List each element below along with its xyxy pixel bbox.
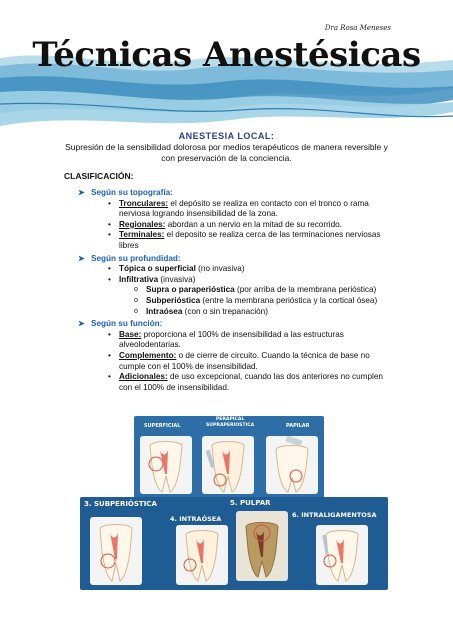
group-funcion — [78, 319, 398, 330]
label-intraosea: 4. INTRAÓSEA — [170, 515, 222, 523]
group-title: Según su topografía: — [91, 188, 173, 197]
tooth-card — [236, 511, 288, 581]
label-papilar: PAPILAR — [286, 423, 310, 429]
list-item — [78, 372, 398, 393]
sub-list-item — [78, 296, 398, 307]
section-heading: ANESTESIA LOCAL: — [178, 131, 275, 141]
item-desc: o de cierre de circuito. Cuando la técnica de base no cumple con el 100% de insensibilidad. — [119, 350, 370, 371]
bullet-icon: • — [108, 264, 111, 274]
label-pulpar: 5. PULPAR — [230, 499, 271, 507]
item-term: Infiltrativa — [119, 274, 159, 284]
item-desc: el deposito se realiza cerca de las terminaciones nerviosas libres — [119, 230, 381, 250]
item-term: Base: — [119, 329, 142, 339]
label-intraligamentosa: 6. INTRALIGAMENTOSA — [292, 511, 377, 519]
item-term: Supra o paraperióstica — [146, 285, 235, 295]
label-perapical: PERAPICAL SUPRAPERIOSTICA — [206, 417, 255, 428]
classification-list — [78, 186, 398, 393]
label-superficial: SUPERFICIAL — [144, 423, 181, 429]
page-title: Técnicas Anestésicas — [32, 35, 421, 75]
item-term: Tronculares: — [119, 198, 169, 208]
item-term: Tópica o superficial — [119, 264, 196, 274]
item-desc: (entre la membrana perióstica y la cortical ósea) — [200, 295, 378, 305]
tooth-card — [176, 525, 228, 585]
item-desc: (invasiva) — [158, 274, 196, 284]
circle-bullet-icon: o — [134, 296, 138, 304]
item-desc: (no invasiva) — [195, 264, 245, 274]
group-title: Según su función: — [91, 319, 163, 329]
tooth-illustration-icon — [236, 511, 288, 581]
group-profundidad — [78, 254, 398, 265]
item-desc: (por arriba de la membrana perióstica) — [234, 285, 377, 295]
sub-list-item — [78, 285, 398, 296]
technique-figure-bottom — [80, 497, 388, 590]
item-term: Regionales: — [119, 219, 166, 229]
tooth-illustration-icon — [202, 436, 254, 494]
tooth-card — [90, 517, 142, 585]
circle-bullet-icon: o — [134, 307, 138, 315]
bullet-icon: • — [108, 372, 111, 382]
circle-bullet-icon: o — [134, 286, 138, 294]
bullet-icon: • — [108, 230, 111, 240]
list-item — [78, 220, 398, 231]
list-item — [78, 199, 398, 220]
technique-figure-top — [134, 416, 324, 498]
sub-list-item — [78, 307, 398, 318]
item-desc: (con o sin trepanación) — [182, 306, 268, 316]
arrow-bullet-icon: ➤ — [78, 253, 85, 263]
list-item — [78, 230, 398, 251]
group-title: Según su profundidad: — [91, 253, 181, 263]
tooth-illustration-icon — [176, 525, 228, 585]
list-item — [78, 264, 398, 275]
arrow-bullet-icon: ➤ — [78, 319, 85, 329]
tooth-illustration-icon — [140, 436, 192, 494]
classification-label: CLASIFICACIÓN: — [64, 171, 134, 181]
list-item — [78, 275, 398, 286]
bullet-icon: • — [108, 219, 111, 229]
list-item — [78, 351, 398, 372]
tooth-illustration-icon — [266, 436, 318, 494]
item-desc: abordan a un nervio en la mitad de su recorrido. — [165, 219, 343, 229]
item-term: Terminales: — [119, 230, 165, 240]
tooth-card — [202, 436, 254, 494]
tooth-card — [266, 436, 318, 494]
item-term: Intraósea — [146, 306, 183, 316]
arrow-bullet-icon: ➤ — [78, 188, 85, 197]
tooth-illustration-icon — [316, 525, 368, 585]
item-desc: el depósito se realiza en contacto con el tronco o rama nerviosa logrando insensibilidad de la zona. — [119, 198, 369, 219]
definition-text: Supresión de la sensibilidad dolorosa por medios terapéuticos de manera reversible y con preservación de la conciencia. — [65, 142, 388, 163]
bullet-icon: • — [108, 329, 111, 339]
author-signature: Dra Rosa Meneses — [324, 24, 391, 32]
group-topografia — [78, 188, 398, 199]
item-desc: proporciona el 100% de insensibilidad a las estructuras alveolodentarias. — [119, 329, 344, 350]
list-item — [78, 330, 398, 351]
bullet-icon: • — [108, 350, 111, 360]
item-term: Complemento: — [119, 350, 177, 360]
tooth-illustration-icon — [90, 517, 142, 585]
item-term: Subperióstica — [146, 295, 201, 305]
tooth-card — [316, 525, 368, 585]
tooth-card — [140, 436, 192, 494]
item-term: Adicionales: — [119, 372, 168, 382]
bullet-icon: • — [108, 274, 111, 284]
label-subperiostica: 3. SUBPERIÓSTICA — [84, 500, 157, 508]
bullet-icon: • — [108, 198, 111, 208]
item-desc: de uso excepcional, cuando las dos anteriores no cumplen con el 100% de insensibilidad. — [119, 372, 383, 392]
